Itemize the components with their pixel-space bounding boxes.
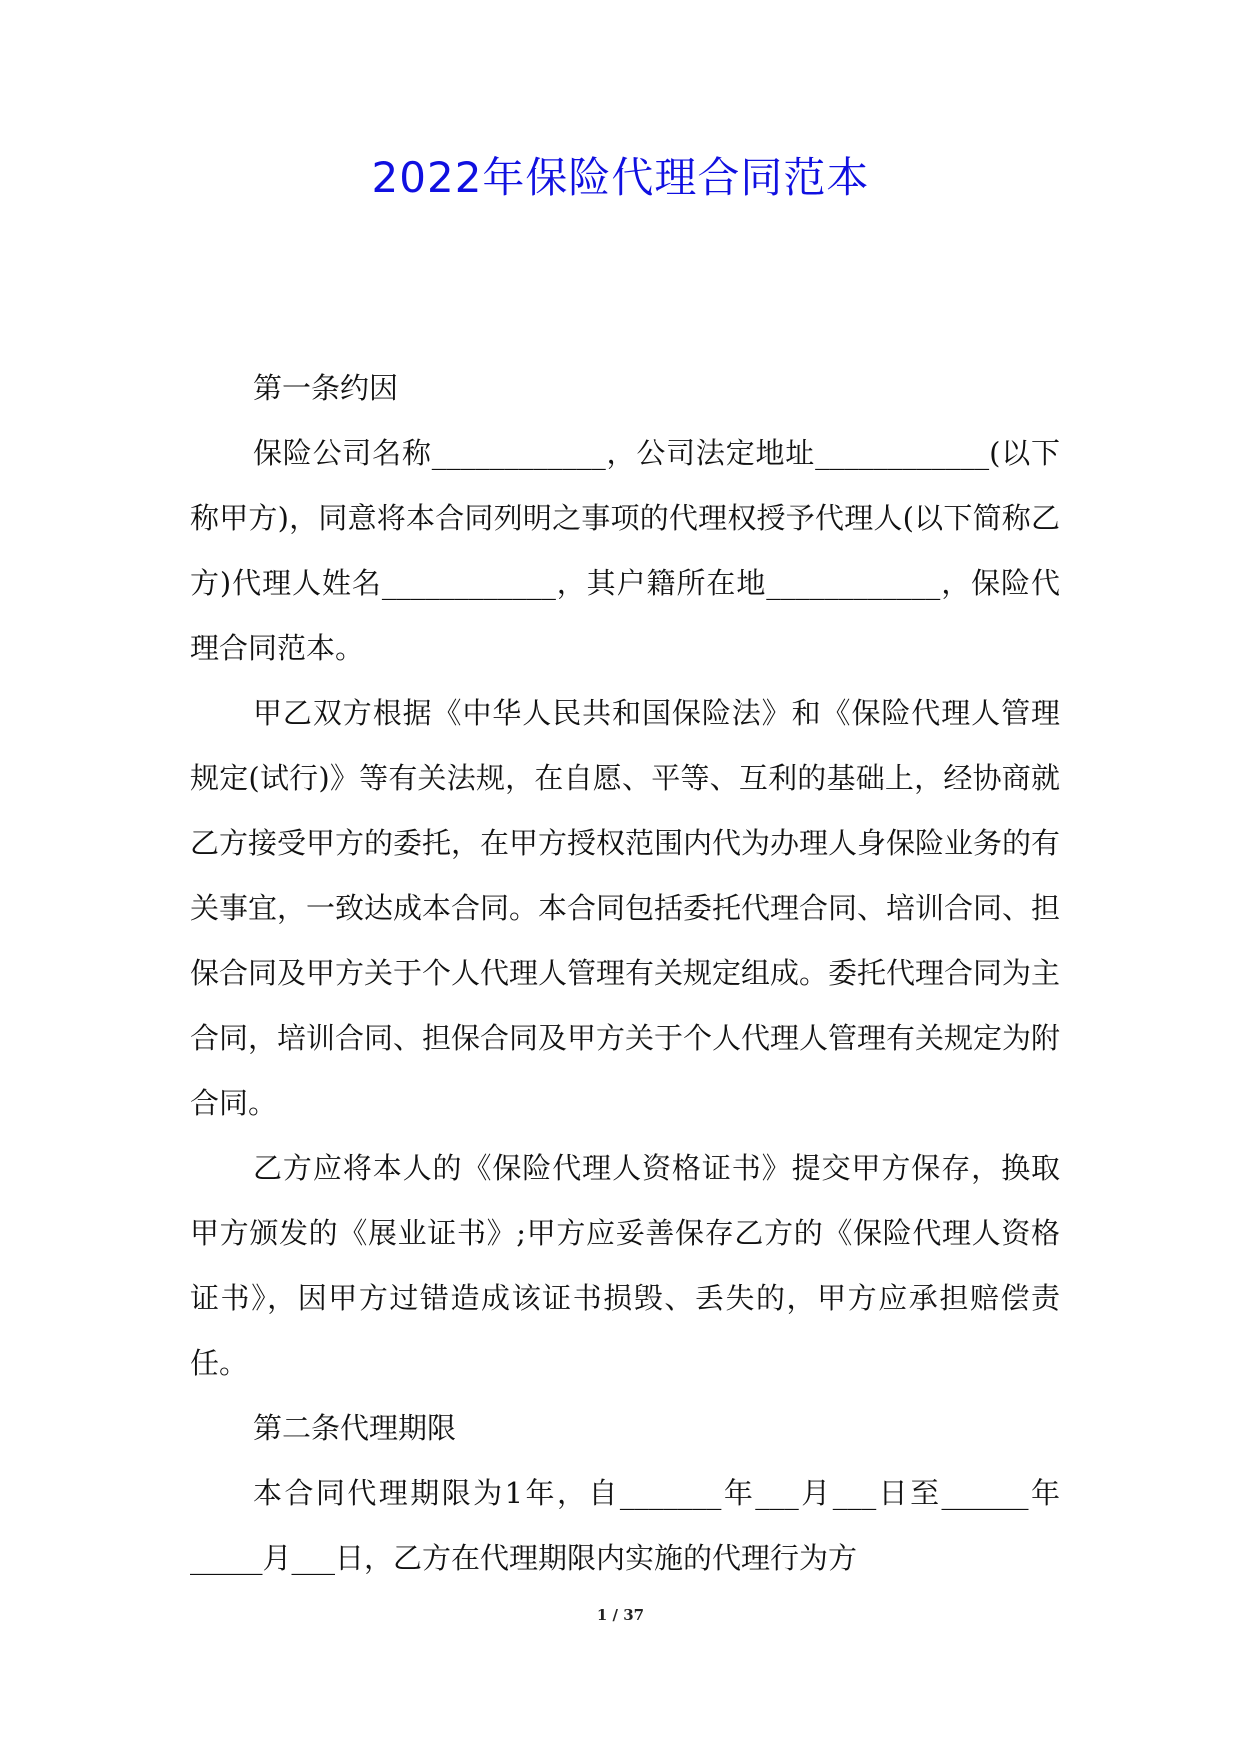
paragraph-certificate: 乙方应将本人的《保险代理人资格证书》提交甲方保存，换取甲方颁发的《展业证书》;甲方应妥善保存乙方的《保险代理人资格证书》，因甲方过错造成该证书损毁、丢失的，甲方应承担赔偿责任。 (190, 1151, 1060, 1380)
section-heading-1: 第一条约因 (253, 371, 399, 405)
paragraph-parties: 保险公司名称____________，公司法定地址____________(以下称甲方)，同意将本合同列明之事项的代理权授予代理人(以下简称乙方)代理人姓名____________，其户籍所在地____________，保险代理合同范本。 (190, 436, 1060, 665)
document-body (190, 356, 1060, 1591)
paragraph-term: 本合同代理期限为1年，自_______年___月___日至______年_____月___日，乙方在代理期限内实施的代理行为方 (190, 1476, 1060, 1575)
paragraph-basis: 甲乙双方根据《中华人民共和国保险法》和《保险代理人管理规定(试行)》等有关法规，在自愿、平等、互利的基础上，经协商就乙方接受甲方的委托，在甲方授权范围内代为办理人身保险业务的有关事宜，一致达成本合同。本合同包括委托代理合同、培训合同、担保合同及甲方关于个人代理人管理有关规定组成。委托代理合同为主合同，培训合同、担保合同及甲方关于个人代理人管理有关规定为附合同。 (190, 696, 1061, 1120)
document-title: 2022年保险代理合同范本 (371, 153, 870, 202)
section-heading-2: 第二条代理期限 (253, 1411, 457, 1445)
page-indicator: 1 / 37 (596, 1606, 645, 1624)
